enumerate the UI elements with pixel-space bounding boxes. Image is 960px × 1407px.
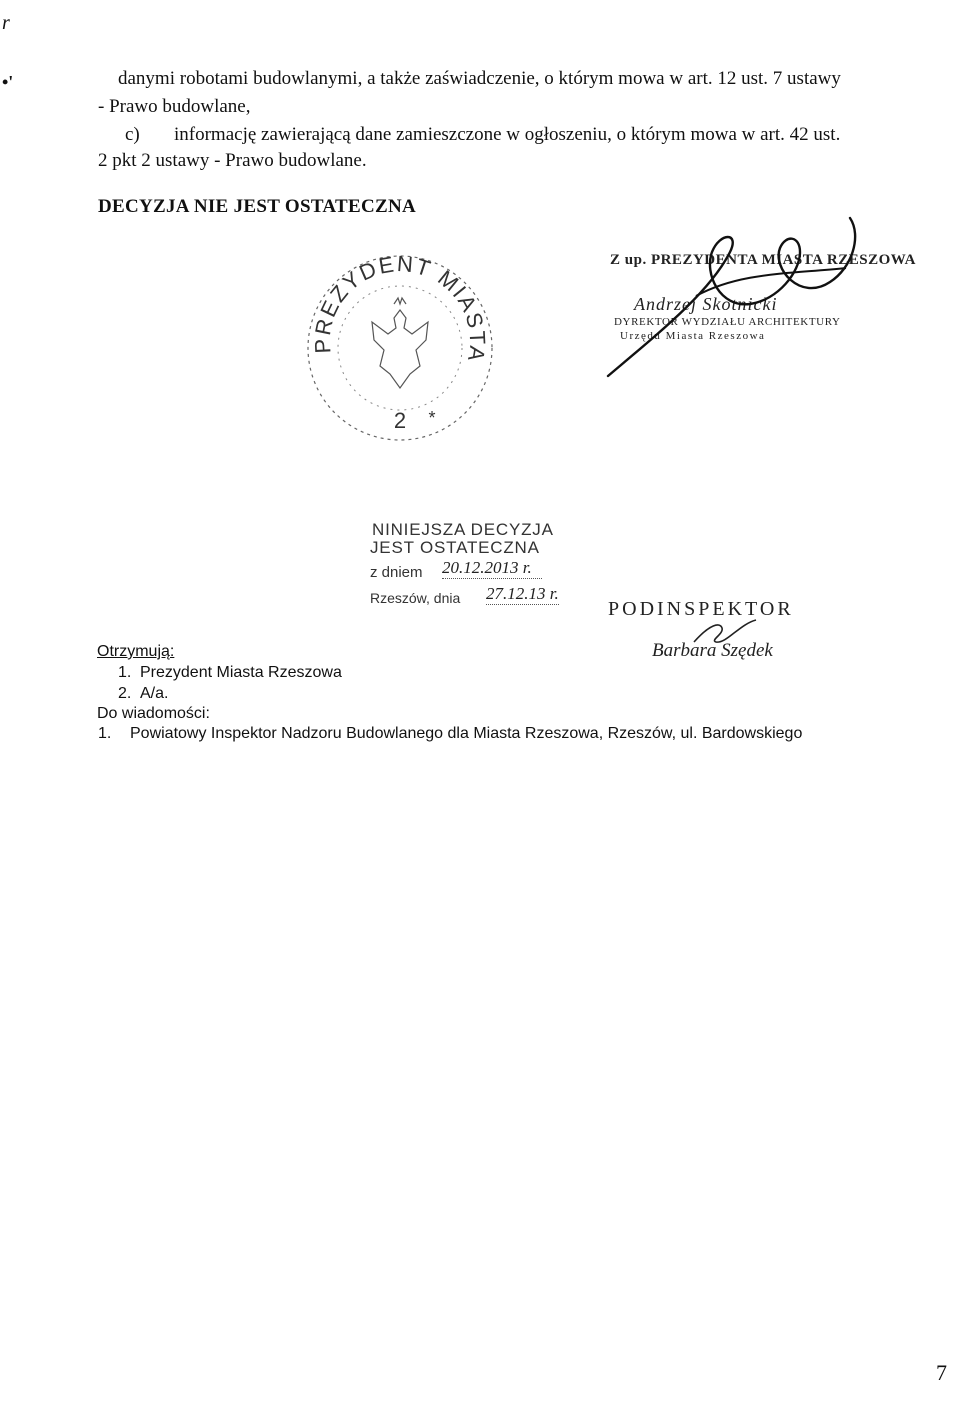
finality-place-date: 27.12.13 r. bbox=[486, 584, 559, 603]
info-1-num: 1. bbox=[98, 725, 112, 742]
margin-mark-bullet: •' bbox=[2, 72, 14, 92]
page-number: 7 bbox=[936, 1360, 947, 1385]
handwritten-signature bbox=[600, 212, 880, 382]
inspector-name: Barbara Szędek bbox=[652, 640, 773, 661]
recipients-heading: Otrzymują: bbox=[97, 643, 175, 660]
svg-text:PREZYDENT MIASTA RZESZOWA bbox=[300, 248, 490, 364]
finality-line-2: JEST OSTATECZNA bbox=[370, 538, 540, 557]
paragraph-line-2: - Prawo budowlane, bbox=[98, 96, 251, 117]
info-1-text: Powiatowy Inspektor Nadzoru Budowlanego dla Miasta Rzeszowa, Rzeszów, ul. Bardowskiego bbox=[130, 725, 803, 742]
stamp-on-behalf-line: Z up. PREZYDENTA MIASTA RZESZOWA bbox=[610, 252, 916, 268]
seal-ring-text: PREZYDENT MIASTA bbox=[309, 250, 491, 364]
stamp-signatory-name: Andrzej Skotnicki bbox=[634, 294, 778, 314]
inspector-title: PODINSPEKTOR bbox=[608, 598, 794, 620]
seal-star: * bbox=[428, 408, 436, 428]
seal-number: 2 bbox=[393, 408, 407, 433]
info-heading: Do wiadomości: bbox=[97, 705, 210, 722]
finality-date-value: 20.12.2013 r. bbox=[442, 558, 542, 579]
decision-status-heading: DECYZJA NIE JEST OSTATECZNA bbox=[98, 196, 416, 217]
item-c-line-1: informację zawierającą dane zamieszczone w ogłoszeniu, o którym mowa w art. 42 ust. bbox=[174, 124, 841, 145]
stamp-signatory-title: DYREKTOR WYDZIAŁU ARCHITEKTURY bbox=[614, 316, 841, 328]
recipient-1-text: Prezydent Miasta Rzeszowa bbox=[140, 664, 342, 681]
item-c-label: c) bbox=[125, 124, 140, 145]
finality-date-label: z dniem bbox=[370, 564, 423, 581]
official-seal bbox=[300, 248, 500, 448]
finality-line-1: NINIEJSZA DECYZJA bbox=[372, 520, 554, 539]
stamp-signatory-office: Urzędu Miasta Rzeszowa bbox=[620, 330, 766, 342]
finality-place-label: Rzeszów, dnia bbox=[370, 590, 461, 606]
recipient-2-text: A/a. bbox=[140, 685, 169, 702]
paragraph-line-1: danymi robotami budowlanymi, a także zaświadczenie, o którym mowa w art. 12 ust. 7 ustawy bbox=[118, 68, 841, 89]
director-signature-stamp bbox=[600, 212, 916, 382]
margin-mark-top: r bbox=[2, 12, 10, 34]
recipient-1-num: 1. bbox=[118, 664, 132, 681]
item-c-line-2: 2 pkt 2 ustawy - Prawo budowlane. bbox=[98, 150, 367, 171]
recipient-2-num: 2. bbox=[118, 685, 132, 702]
